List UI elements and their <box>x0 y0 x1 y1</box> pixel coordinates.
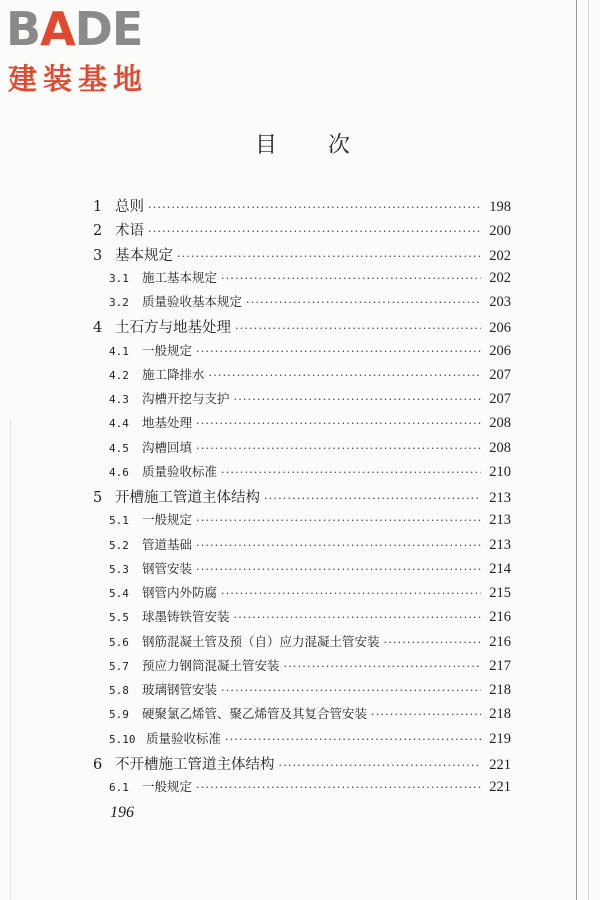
toc-dot-leader <box>246 296 481 309</box>
toc-entry-page: 221 <box>489 756 511 773</box>
toc-dot-leader <box>225 733 481 746</box>
toc-entry-number: 6.1 <box>109 781 129 794</box>
toc-entry-number: 5.5 <box>109 611 129 625</box>
toc-entry-number: 4.5 <box>109 441 129 455</box>
toc-dot-leader <box>196 417 481 430</box>
toc-dot-leader <box>196 345 481 358</box>
toc-entry-number: 3.2 <box>109 296 129 309</box>
toc-entry-number: 5.7 <box>109 659 129 673</box>
toc-entry-number: 5.4 <box>109 587 129 600</box>
toc-entry-number: 2 <box>93 223 103 240</box>
toc-entry-page: 203 <box>489 294 511 310</box>
toc-entry-title: 不开槽施工管道主体结构 <box>115 756 275 773</box>
toc-entry-number: 5.6 <box>109 635 129 649</box>
toc-dot-leader <box>221 272 481 285</box>
logo-letters-de: DE <box>74 2 143 56</box>
toc-subentry <box>109 462 511 484</box>
toc-entry-page: 198 <box>489 199 511 215</box>
toc-dot-leader <box>148 225 481 238</box>
toc-entry-title: 质量验收标准 <box>146 730 222 746</box>
toc-dot-leader <box>371 708 481 721</box>
toc-subentry <box>109 729 511 751</box>
toc-entry-number: 5.1 <box>109 514 129 528</box>
toc-subentry <box>109 583 511 605</box>
toc-dot-leader <box>221 466 481 479</box>
title-char-1: 目 <box>255 133 278 158</box>
toc-entry-title: 玻璃钢管安装 <box>142 682 218 697</box>
toc-subentry <box>109 535 511 557</box>
toc-entry-title: 一般规定 <box>142 512 193 528</box>
toc-subentry <box>109 341 511 363</box>
toc-entry-title: 土石方与地基处理 <box>115 320 231 337</box>
toc-dot-leader <box>209 369 481 382</box>
toc-entry-title: 开槽施工管道主体结构 <box>115 490 260 506</box>
toc-subentry <box>109 704 511 726</box>
toc-dot-leader <box>196 539 481 552</box>
toc-entry-page: 213 <box>489 536 511 553</box>
toc-entry-page: 217 <box>489 657 511 674</box>
toc-entry-title: 球墨铸铁管安装 <box>142 609 230 625</box>
toc-subentry <box>109 292 511 314</box>
toc-entry-title: 沟槽开挖与支护 <box>142 391 230 406</box>
logo-letter-a: A <box>40 2 75 56</box>
toc-dot-leader <box>148 201 481 214</box>
toc-entry-number: 5.8 <box>109 684 129 697</box>
toc-entry-title: 术语 <box>115 223 144 240</box>
toc-dot-leader <box>221 587 481 600</box>
toc-entry-title: 钢管内外防腐 <box>142 585 218 600</box>
toc-entry-title: 钢筋混凝土管及预（自）应力混凝土管安装 <box>142 633 380 649</box>
toc-dot-leader <box>284 660 481 673</box>
toc-entry <box>93 753 511 775</box>
toc-entry-number: 5.3 <box>109 562 129 576</box>
toc-entry-page: 213 <box>489 512 511 529</box>
toc-entry-title: 一般规定 <box>142 342 193 358</box>
toc-dot-leader <box>279 759 482 772</box>
toc-entry-number: 5.9 <box>109 708 129 722</box>
toc-subentry <box>109 656 511 678</box>
toc-dot-leader <box>196 442 481 455</box>
toc-entry-title: 管道基础 <box>142 536 193 552</box>
toc-subentry <box>109 389 511 411</box>
toc-dot-leader <box>234 611 481 624</box>
toc-subentry <box>109 607 511 629</box>
bade-logo <box>6 2 176 98</box>
toc-entry-page: 216 <box>489 609 511 626</box>
page-edge-shadow-outer <box>588 0 589 900</box>
toc-entry-number: 3.1 <box>109 271 129 285</box>
toc-entry-title: 基本规定 <box>115 247 173 264</box>
toc-entry-number: 6 <box>93 756 103 773</box>
toc-entry-number: 4 <box>93 320 103 337</box>
toc-entry <box>93 195 511 217</box>
toc-entry-number: 5.10 <box>109 732 136 746</box>
toc-entry-page: 219 <box>489 730 511 747</box>
toc-subentry <box>109 438 511 460</box>
toc-dot-leader <box>196 781 481 794</box>
page-edge-shadow-left <box>10 420 11 900</box>
toc-entry-number: 5.2 <box>109 538 129 552</box>
toc-subentry <box>109 510 511 532</box>
toc-entry-page: 202 <box>489 269 511 286</box>
toc-dot-leader <box>196 563 481 576</box>
toc-entry-page: 206 <box>489 320 511 337</box>
toc-entry-number: 5 <box>93 490 103 506</box>
logo-subtitle: 建装基地 <box>8 62 149 96</box>
page-edge-shadow-right <box>576 0 577 900</box>
toc-entry-title: 质量验收基本规定 <box>142 294 243 309</box>
toc-entry <box>93 486 511 508</box>
toc-entry-page: 202 <box>489 247 511 264</box>
title-char-2: 次 <box>327 133 350 158</box>
toc-entry-number: 3 <box>93 247 103 264</box>
toc-subentry <box>109 268 511 290</box>
toc-dot-leader <box>235 322 481 335</box>
toc-dot-leader <box>264 492 481 505</box>
toc-entry-page: 215 <box>489 585 511 601</box>
toc-entry-page: 214 <box>489 560 511 577</box>
toc-entry-title: 钢管安装 <box>142 560 193 576</box>
toc-entry <box>93 219 511 241</box>
toc-entry-title: 施工基本规定 <box>142 269 218 285</box>
toc-subentry <box>109 365 511 387</box>
toc-entry <box>93 316 511 338</box>
toc-entry-title: 硬聚氯乙烯管、聚乙烯管及其复合管安装 <box>142 706 368 722</box>
toc-entry-title: 施工降排水 <box>142 366 205 382</box>
page-number: 196 <box>110 804 134 821</box>
toc-entry-page: 200 <box>489 223 511 240</box>
toc-entry <box>93 244 511 266</box>
toc-dot-leader <box>221 684 481 697</box>
toc-dot-leader <box>234 393 481 406</box>
logo-letter-b: B <box>6 2 41 56</box>
toc-entry-title: 预应力钢筒混凝土管安装 <box>142 657 280 673</box>
toc-entry-page: 206 <box>489 342 511 359</box>
toc-entry-page: 213 <box>489 490 511 506</box>
toc-entry-page: 216 <box>489 633 511 650</box>
toc-entry-title: 总则 <box>115 199 144 215</box>
logo-wordmark <box>6 2 143 56</box>
toc-entry-page: 208 <box>489 415 511 432</box>
toc-subentry <box>109 632 511 654</box>
toc-entry-title: 质量验收标准 <box>142 463 218 479</box>
toc-dot-leader <box>177 250 481 263</box>
toc-entry-number: 4.2 <box>109 368 129 382</box>
toc-entry-page: 218 <box>489 682 511 698</box>
toc-subentry <box>109 680 511 702</box>
toc-subentry <box>109 777 511 799</box>
toc-entry-number: 4.4 <box>109 417 129 431</box>
toc-entry-page: 207 <box>489 391 511 407</box>
toc-entry-number: 4.6 <box>109 465 129 479</box>
toc-entry-number: 4.1 <box>109 344 129 358</box>
toc-entry-title: 沟槽回填 <box>142 439 193 455</box>
toc-entry-title: 地基处理 <box>142 415 193 431</box>
toc-entry-page: 210 <box>489 463 511 480</box>
toc-entry-page: 208 <box>489 439 511 456</box>
page-title <box>255 133 350 159</box>
toc-dot-leader <box>384 636 481 649</box>
toc-entry-page: 207 <box>489 366 511 383</box>
toc-entry-page: 218 <box>489 706 511 723</box>
toc-subentry <box>109 559 511 581</box>
toc-dot-leader <box>196 514 481 527</box>
toc-subentry <box>109 413 511 435</box>
toc-entry-number: 1 <box>93 199 103 215</box>
toc-entry-page: 221 <box>489 779 511 795</box>
toc-entry-number: 4.3 <box>109 393 129 406</box>
toc-entry-title: 一般规定 <box>142 779 193 794</box>
